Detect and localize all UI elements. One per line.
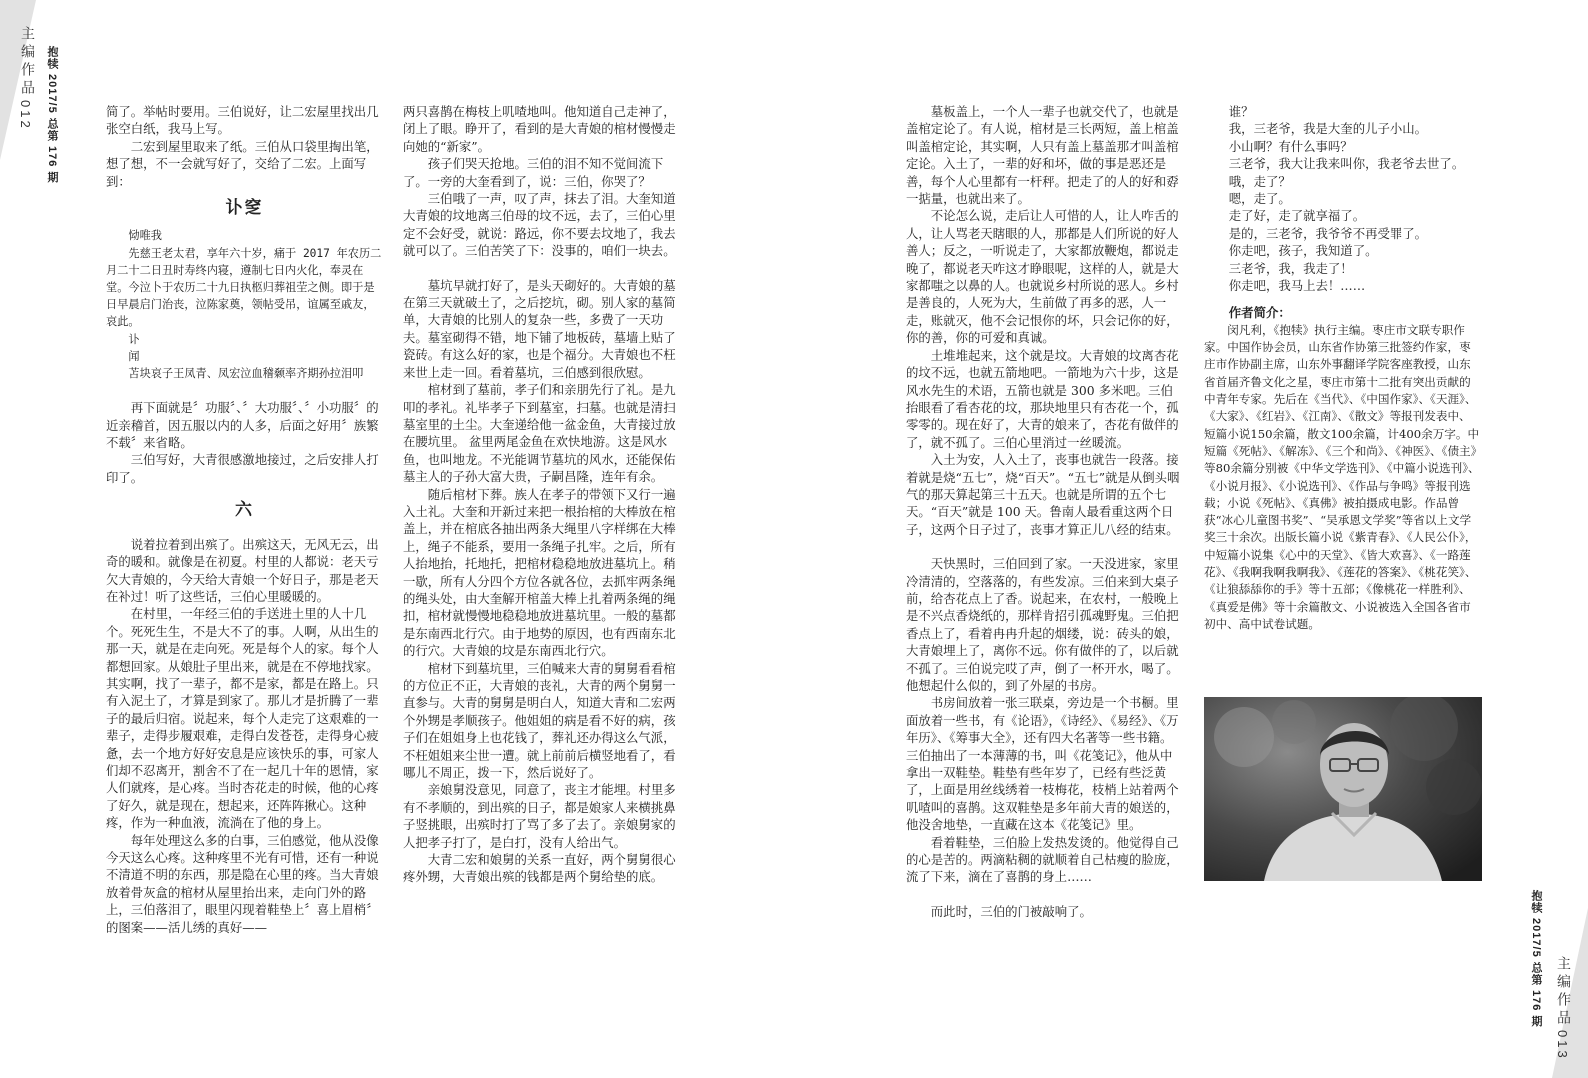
paragraph: 看着鞋垫，三伯脸上发热发烫的。他觉得自己的心是苦的。两滴粘稠的就顺着自己枯瘦的脸庞，流了下来，滴在了喜鹊的身上…… bbox=[906, 834, 1179, 885]
author-photo bbox=[1204, 697, 1482, 881]
paragraph: 每年处理这么多的白事，三伯感觉，他从没像今天这么心疼。这种疼里不光有可惜，还有一种说不清道不明的东西，那是隐在心里的疼。当大青娘放着骨灰盒的棺材从屋里抬出来，走向门外的路上，三伯落泪了，眼里闪现着鞋垫上〞喜上眉梢〞的图案——活儿绣的真好—— bbox=[106, 832, 379, 935]
paragraph: 大青二宏和娘舅的关系一直好，两个舅舅很心疼外甥，大青娘出殡的钱都是两个舅给垫的底。 bbox=[403, 852, 676, 885]
paragraph: 再下面就是〞功服〞、〞大功服〞、〞小功服〞的近亲稽首，因五服以内的人多，后面之好用〞族繁不载〞来省略。 bbox=[106, 400, 379, 451]
dialogue-line: 三老爷，我大让我来叫你，我老爷去世了。 bbox=[1228, 156, 1465, 172]
author-portrait-illustration bbox=[1204, 697, 1482, 881]
notice-line: 讣 bbox=[128, 332, 140, 346]
paragraph: 书房间放着一张三联桌，旁边是一个书橱。里面放着一些书，有《论语》，《诗经》、《易经》、《万年历》、《筹事大全》，还有四大名著等一些书籍。三伯抽出了一本薄薄的书，叫《花笺记》，他从中拿出一双鞋垫。鞋垫有些年岁了，已经有些泛黄了，上面是用丝线绣着一枝梅花，枝梢上站着两个叽喳叫的喜鹊。这双鞋垫是多年前大青的娘送的，他没舍地垫，一直藏在这本《花笺记》里。 bbox=[906, 695, 1179, 833]
notice-line: 闻 bbox=[128, 349, 140, 363]
left-issue-info: 总第 176 期 bbox=[46, 118, 58, 184]
right-section-label: 主编作品 bbox=[1556, 956, 1572, 1028]
paragraph: 三伯写好，大青很感激地接过，之后安排人打印了。 bbox=[106, 452, 379, 485]
paragraph: 三伯哦了一声，叹了声，抹去了泪。大奎知道大青娘的坟地离三伯母的坟不远，去了，三伯心里定不会好受，就说：路远，你不要去坟地了，我去就可以了。三伯苦笑了下：没事的，咱们一块去。 bbox=[403, 191, 676, 259]
paragraph: 天快黑时，三伯回到了家。一天没进家，家里冷清清的，空落落的，有些发凉。三伯来到大桌子前，给杏花点上了香。说起来，在农村，一般晚上是不兴点香烧纸的，那样肯招引孤魂野鬼。三伯把香点上了，看着冉冉升起的烟缕，说：砖头的娘，大青娘埋上了，离你不远。你有做伴的了，以后就不孤了。三伯说完哎了声，倒了一杯开水，喝了。他想起什么似的，到了外屋的书房。 bbox=[906, 556, 1179, 693]
paragraph: 孩子们哭天抢地。三伯的泪不知不觉间流下了。一旁的大奎看到了，说：三伯，你哭了？ bbox=[403, 156, 664, 189]
dialogue-line: 你走吧，孩子，我知道了。 bbox=[1228, 243, 1378, 259]
dialogue-line: 嗯，走了。 bbox=[1228, 191, 1291, 207]
dialogue-line: 我，三老爷，我是大奎的儿子小山。 bbox=[1228, 121, 1428, 137]
section-heading: 六 bbox=[235, 500, 254, 521]
left-section-tab bbox=[0, 0, 36, 160]
text-column-1 bbox=[106, 103, 383, 936]
text-column-3 bbox=[906, 103, 1184, 920]
left-magazine-info: 抱犊 2017/5 bbox=[46, 46, 58, 114]
paragraph: 墓板盖上，一个人一辈子也就交代了，也就是盖棺定论了。有人说，棺材是三长两短，盖上棺盖叫盖棺定论，其实啊，人只有盖上墓盖那才叫盖棺定论。入土了，一辈的好和坏，做的事是恶还是善，每个人心里都有一杆秤。把走了的人的好和孬一掂量，也就出来了。 bbox=[906, 104, 1179, 207]
dialogue-line: 三老爷，我，我走了！ bbox=[1228, 260, 1353, 276]
right-page-number: 013 bbox=[1555, 1030, 1570, 1061]
left-section-label: 主编作品 bbox=[20, 26, 36, 98]
notice-line: 苫块哀子王凤青、凤宏泣血稽颡率齐期孙拉泪叩 bbox=[128, 367, 364, 381]
dialogue-line: 是的，三老爷，我爷爷不再受罪了。 bbox=[1228, 225, 1428, 241]
paragraph: 简了。举帖时要用。三伯说好，让二宏屋里找出几张空白纸，我马上写。 bbox=[106, 104, 379, 137]
paragraph: 不论怎么说，走后让人可惜的人，让人咋舌的人，让人骂老天瞎眼的人，那都是人们所说的好人善人；反之，一听说走了，大家都放鞭炮，都说走晚了，都说老天咋这才睁眼呢，这样的人，就是大家都嗤之以鼻的人。也就说乡村所说的恶人。乡村是善良的，人死为大，生前做了再多的恶，人一走，账就灭，他不会记恨你的坏，只会记你的好，你的善，你的可爱和真诚。 bbox=[906, 208, 1179, 346]
author-bio-heading: 作者简介： bbox=[1228, 305, 1291, 321]
paragraph: 棺材到了墓前，孝子们和亲朋先行了礼。是九叩的孝礼。礼毕孝子下到墓室，扫墓。也就是清扫墓室里的土尘。大奎递给他一盆金鱼，大青接过放在腰坑里。 盆里两尾金鱼在欢快地游。这是风水鱼，也叫地龙。不光能调节墓坑的风水，还能保佑墓主人的子孙大富大贵，子嗣昌隆，连年有余。 bbox=[403, 382, 676, 485]
paragraph: 土堆堆起来，这个就是坟。大青娘的坟离杏花的坟不远，也就五箭地吧。一箭地为六十步，这是风水先生的术语，五箭也就是 300 多米吧。三伯抬眼看了看杏花的坟，那块地里只有杏花一个，孤零零的。现在好了，大青的娘来了，杏花有做伴的了，就不孤了。三伯心里消过一丝暖流。 bbox=[906, 347, 1179, 450]
paragraph: 在村里，一年经三伯的手送进土里的人十几个。死死生生，不是大不了的事。人啊，从出生的那一天，就是在走向死。死是每个人的家。每个人都想回家。从娘肚子里出来，就是在不停地找家。其实啊，找了一辈子，都不是家，都是在路上。只有入泥土了，才算是到家了。那儿才是折腾了一辈子的最后归宿。说起来，每个人走完了这艰难的一辈子，走得步履艰难，走得白发苍苍，走得身心疲惫，去一个地方好好安息是应该快乐的事，可家人们却不忍离开，割舍不了在一起几十年的恩情，家人们就疼，是心疼。当时杏花走的时候，他的心疼了好久，就是现在，想起来，还阵阵揪心。这种疼，作为一种血液，流淌在了他的身上。 bbox=[106, 606, 379, 831]
author-bio: 闵凡利，《抱犊》执行主编。枣庄市文联专职作家。中国作协会员，山东省作协第三批签约作家，枣庄市作协副主席，山东外事翻译学院客座教授，山东省首届齐鲁文化之星，枣庄市第十二批有突出贡献的中青年专家。先后在《当代》、《中国作家》、《天涯》、《大家》、《红岩》、《江南》、《散文》等报刊发表中、短篇小说150余篇，散文100余篇，计400余万字。中短篇《死帖》、《解冻》、《三个和尚》、《神医》、《债主》等80余篇分别被《中华文学选刊》、《中篇小说选刊》、《小说月报》、《小说选刊》、《作品与争鸣》等报刊选载；小说《死帖》、《真佛》被拍摄成电影。作品曾获“冰心儿童图书奖”、“吴承恩文学奖”等省以上文学奖三十余次。出版长篇小说《紫青春》、《人民公仆》，中短篇小说集《心中的天堂》、《皆大欢喜》、《一路莲花》、《我啊我啊我啊我》、《莲花的答案》、《桃花笑》、《让狼舔舔你的手》等十五部；《像桃花一样胜利》、《真爱是佛》等十余篇散文、小说被选入全国各省市初中、高中试卷试题。 bbox=[1204, 322, 1480, 631]
text-column-2 bbox=[403, 103, 681, 886]
text-column-4 bbox=[1204, 103, 1482, 633]
notice-line: 恸唯我 bbox=[128, 229, 162, 243]
right-issue-info: 总第 176 期 bbox=[1530, 962, 1542, 1028]
paragraph: 两只喜鹊在梅枝上叽喳地叫。他知道自己走神了，闭上了眼。睁开了，看到的是大青娘的棺材慢慢走向她的“新家”。 bbox=[403, 104, 676, 154]
left-page-number: 012 bbox=[18, 100, 33, 131]
paragraph: 墓坑早就打好了，是头天砌好的。大青娘的墓在第三天就破土了，之后挖坑，砌。别人家的墓简单，大青娘的比别人的复杂一些，多费了一天功夫。墓室砌得不错，地下铺了地板砖，墓墙上贴了瓷砖。有这么好的家，也是个福分。大青娘也不枉来世上走一回。看着墓坑，三伯感到很欣慰。 bbox=[403, 277, 676, 380]
paragraph: 而此时，三伯的门被敲响了。 bbox=[930, 903, 1092, 919]
dialogue-line: 你走吧，我马上去！…… bbox=[1228, 278, 1366, 294]
paragraph: 亲娘舅没意见，同意了，丧主才能埋。村里多有不孝顺的，到出殡的日子，都是娘家人来横挑鼻子竖挑眼，出殡时打了骂了多了去了。亲娘舅家的人把孝子打了，是白打，没有人给出气。 bbox=[403, 782, 676, 850]
notice-line: 先慈王老太君，享年六十岁，痛于 2017 年农历二月二十二日丑时寿终内寝，遵制七日内火化，奉灵在堂。今泣卜于农历二十九日执柩归葬祖茔之侧。即于是日早晨启门治丧，泣陈家奠，领帖受吊，谊属至戚友，哀此。 bbox=[106, 246, 382, 329]
dialogue-line: 谁？ bbox=[1228, 104, 1254, 119]
dialogue-line: 哦，走了？ bbox=[1228, 173, 1291, 189]
section-heading: 讣窆 bbox=[225, 198, 264, 219]
right-magazine-info: 抱犊 2017/5 bbox=[1530, 890, 1542, 958]
funeral-notice bbox=[106, 227, 383, 382]
paragraph: 棺材下到墓坑里，三伯喊来大青的舅舅看看棺的方位正不正，大青娘的丧礼，大青的两个舅舅一直参与。大青的舅舅是明白人，知道大青和二宏两个外甥是孝顺孩子。他姐姐的病是看不好的病，孩子们在姐姐身上也花钱了，葬礼还办得这么气派，不枉姐姐来尘世一遭。就上前前后横竖地看了，看哪儿不周正，拨一下，然后说好了。 bbox=[403, 660, 676, 781]
dialogue-line: 小山啊？有什么事吗？ bbox=[1228, 138, 1353, 154]
paragraph: 随后棺材下葬。族人在孝子的带领下又行一遍入土礼。大奎和开新过来把一根抬棺的大棒放在棺盖上，并在棺底各抽出两条大绳里八字样绑在大棒上，绳子不能系，要用一条绳子扎牢。之后，所有人抬地抬，托地托，把棺材稳稳地放进墓坑上。稍一歇，所有人分四个方位各就各位，去抓牢两条绳的绳头处，由大奎解开棺盖大棒上扎着两条绳的绳扣，棺材就慢慢地稳稳地放进墓坑里。一般的墓都是东南西北行穴。由于地势的原因，也有西南东北的行穴。大青娘的坟是东南西北行穴。 bbox=[403, 486, 676, 659]
paragraph: 入土为安，人入土了，丧事也就告一段落。接着就是烧“五七”，烧“百天”。“五七”就是从倒头咽气的那天算起第三十五天。也就是所谓的五个七天。“百天”就是 100 天。鲁南人最看重这两个日子，这两个日子过了，丧事才算正儿八经的结束。 bbox=[906, 452, 1180, 537]
paragraph: 说着拉着到出殡了。出殡这天，无风无云，出奇的暖和。就像是在初夏。村里的人都说：老天亏欠大青娘的，今天给大青娘一个好日子，那是老天在补过！听了这些话，三伯心里暖暖的。 bbox=[106, 536, 379, 604]
dialogue-line: 走了好，走了就享福了。 bbox=[1228, 208, 1366, 224]
paragraph: 二宏到屋里取来了纸。三伯从口袋里掏出笔，想了想，不一会就写好了，交给了二宏。上面写到： bbox=[106, 138, 379, 189]
